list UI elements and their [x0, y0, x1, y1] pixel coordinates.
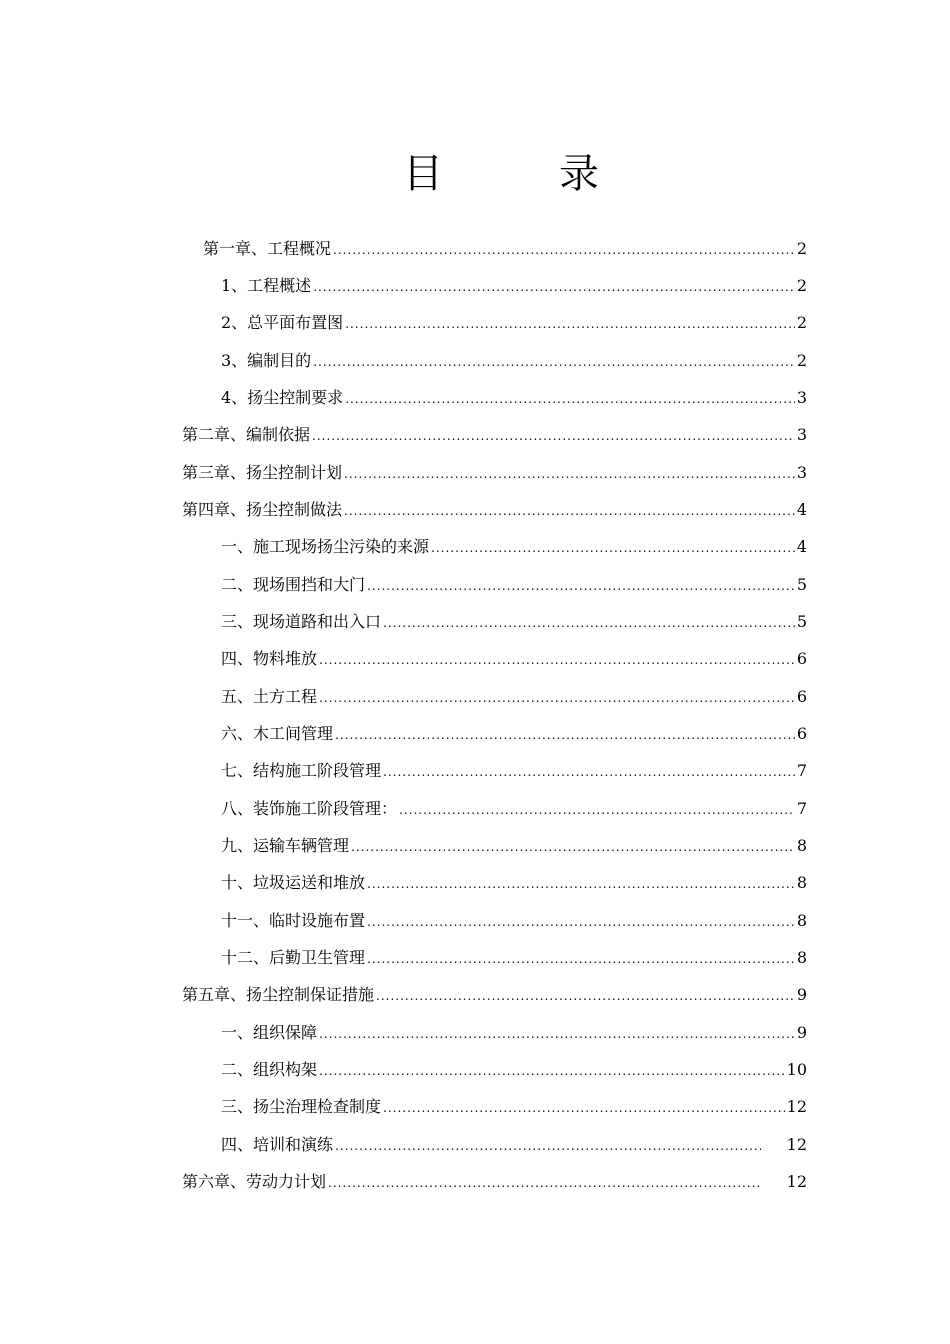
toc-entry-chapter-5[interactable]	[182, 983, 807, 1007]
toc-leader-dots	[344, 499, 795, 523]
toc-entry-chapter-2[interactable]	[182, 423, 807, 447]
toc-entry-page: 7	[796, 761, 807, 780]
toc-entry-section[interactable]	[221, 311, 807, 335]
toc-leader-dots	[383, 1096, 785, 1120]
page-title: 目 录	[403, 151, 637, 197]
toc-entry-page: 12	[786, 1135, 807, 1154]
toc-entry-page: 12	[786, 1097, 807, 1116]
toc-entry-label: 九、运输车辆管理	[221, 836, 350, 855]
toc-entry-chapter-6[interactable]	[182, 1170, 807, 1194]
toc-entry-page: 8	[796, 911, 807, 930]
toc-entry-page: 6	[796, 687, 807, 706]
toc-entry-page: 2	[796, 351, 807, 370]
toc-leader-dots	[319, 1059, 785, 1083]
toc-entry-chapter-3[interactable]	[182, 461, 807, 485]
toc-entry-page: 4	[796, 537, 807, 556]
toc-entry-section[interactable]	[221, 573, 807, 597]
toc-entry-page: 10	[786, 1060, 807, 1079]
toc-entry-section[interactable]	[221, 685, 807, 709]
toc-leader-dots	[383, 611, 795, 635]
toc-entry-section[interactable]	[221, 647, 807, 671]
toc-entry-label: 第三章、扬尘控制计划	[182, 463, 343, 482]
toc-entry-page: 6	[796, 724, 807, 743]
toc-entry-label: 二、现场围挡和大门	[221, 575, 366, 594]
toc-entry-page: 5	[796, 575, 807, 594]
toc-entry-page: 2	[796, 313, 807, 332]
toc-entry-label: 一、施工现场扬尘污染的来源	[221, 537, 430, 556]
toc-entry-section[interactable]	[221, 797, 807, 821]
toc-leader-dots	[333, 238, 795, 262]
toc-leader-dots	[319, 1022, 795, 1046]
toc-entry-page: 2	[796, 276, 807, 295]
toc-leader-dots	[383, 760, 795, 784]
toc-entry-label: 四、培训和演练	[221, 1135, 334, 1154]
toc-entry-label: 二、组织构架	[221, 1060, 318, 1079]
toc-leader-dots	[328, 1171, 761, 1195]
toc-entry-label: 一、组织保障	[221, 1023, 318, 1042]
toc-entry-label: 三、扬尘治理检查制度	[221, 1097, 382, 1116]
toc-entry-label: 第一章、工程概况	[203, 239, 332, 258]
toc-leader-dots	[367, 872, 795, 896]
toc-entry-section[interactable]	[221, 1133, 807, 1157]
toc-leader-dots	[335, 723, 795, 747]
toc-entry-page: 3	[796, 463, 807, 482]
toc-leader-dots	[319, 686, 795, 710]
toc-entry-section[interactable]	[221, 759, 807, 783]
toc-entry-page: 4	[796, 500, 807, 519]
toc-entry-label: 六、木工间管理	[221, 724, 334, 743]
toc-entry-page: 5	[796, 612, 807, 631]
toc-entry-page: 12	[786, 1172, 807, 1191]
toc-leader-dots	[367, 947, 795, 971]
toc-entry-section[interactable]	[221, 349, 807, 373]
toc-entry-section[interactable]	[221, 834, 807, 858]
toc-entry-label: 三、现场道路和出入口	[221, 612, 382, 631]
toc-leader-dots	[312, 424, 795, 448]
toc-entry-label: 4、扬尘控制要求	[221, 388, 344, 407]
toc-leader-dots	[313, 275, 795, 299]
toc-entry-section[interactable]	[221, 946, 807, 970]
toc-entry-label: 第六章、劳动力计划	[182, 1172, 327, 1191]
toc-entry-page: 3	[796, 425, 807, 444]
toc-entry-label: 2、总平面布置图	[221, 313, 344, 332]
toc-entry-label: 第二章、编制依据	[182, 425, 311, 444]
toc-entry-chapter-1[interactable]	[203, 237, 807, 261]
toc-leader-dots	[367, 574, 795, 598]
toc-entry-section[interactable]	[221, 1095, 807, 1119]
toc-leader-dots	[345, 387, 795, 411]
toc-entry-section[interactable]	[221, 610, 807, 634]
toc-leader-dots	[376, 984, 795, 1008]
toc-entry-page: 8	[796, 836, 807, 855]
toc-entry-label: 第五章、扬尘控制保证措施	[182, 985, 375, 1004]
toc-entry-label: 3、编制目的	[221, 351, 312, 370]
toc-entry-section[interactable]	[221, 386, 807, 410]
toc-entry-label: 四、物料堆放	[221, 649, 318, 668]
toc-entry-section[interactable]	[221, 909, 807, 933]
toc-entry-chapter-4[interactable]	[182, 498, 807, 522]
toc-entry-page: 8	[796, 948, 807, 967]
toc-entry-section[interactable]	[221, 722, 807, 746]
toc-leader-dots	[313, 350, 795, 374]
toc-leader-dots	[351, 835, 795, 859]
toc-entry-label: 十、垃圾运送和堆放	[221, 873, 366, 892]
toc-entry-label: 五、土方工程	[221, 687, 318, 706]
toc-leader-dots	[399, 798, 795, 822]
toc-entry-page: 3	[796, 388, 807, 407]
toc-leader-dots	[367, 910, 795, 934]
toc-entry-section[interactable]	[221, 535, 807, 559]
toc-entry-page: 8	[796, 873, 807, 892]
toc-entry-label: 十一、临时设施布置	[221, 911, 366, 930]
toc-entry-page: 9	[796, 985, 807, 1004]
toc-entry-label: 八、装饰施工阶段管理：	[221, 799, 398, 818]
toc-entry-section[interactable]	[221, 871, 807, 895]
toc-entry-label: 十二、后勤卫生管理	[221, 948, 366, 967]
toc-entry-page: 9	[796, 1023, 807, 1042]
toc-leader-dots	[335, 1134, 761, 1158]
toc-entry-label: 第四章、扬尘控制做法	[182, 500, 343, 519]
toc-leader-dots	[431, 536, 795, 560]
toc-entry-section[interactable]	[221, 1058, 807, 1082]
toc-entry-page: 7	[796, 799, 807, 818]
toc-entry-section[interactable]	[221, 274, 807, 298]
toc-leader-dots	[345, 312, 795, 336]
toc-entry-section[interactable]	[221, 1021, 807, 1045]
toc-entry-page: 2	[796, 239, 807, 258]
toc-entry-label: 七、结构施工阶段管理	[221, 761, 382, 780]
toc-entry-page: 6	[796, 649, 807, 668]
toc-leader-dots	[319, 648, 795, 672]
toc-leader-dots	[344, 462, 795, 486]
toc-entry-label: 1、工程概述	[221, 276, 312, 295]
